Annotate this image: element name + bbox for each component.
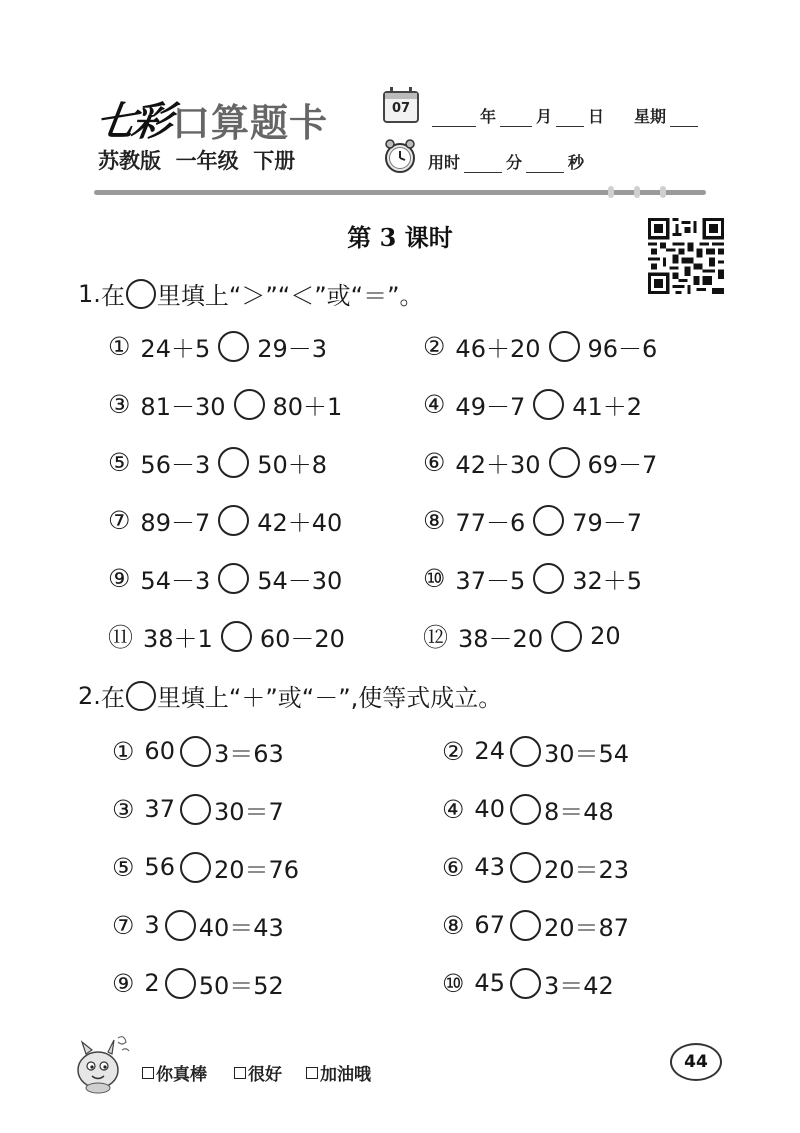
q1-item: ③ 81－30 80＋1 bbox=[108, 389, 343, 421]
weekday-blank[interactable] bbox=[670, 110, 698, 127]
answer-circle[interactable] bbox=[533, 389, 564, 420]
q1-item: ⑥ 42＋30 69－7 bbox=[423, 447, 658, 479]
edition: 苏教版 bbox=[98, 149, 161, 173]
question-number: 2. bbox=[78, 681, 101, 710]
q2-item: ⑤ 56 20＝76 bbox=[112, 852, 300, 884]
minute-label: 分 bbox=[506, 153, 523, 172]
checkbox-icon[interactable] bbox=[234, 1067, 246, 1079]
q1-item: ⑨ 54－3 54－30 bbox=[108, 563, 343, 595]
time-used-label: 用时 bbox=[428, 153, 461, 172]
q1-item: ④ 49－7 41＋2 bbox=[423, 389, 643, 421]
second-blank[interactable] bbox=[526, 156, 564, 173]
month-label: 月 bbox=[536, 107, 553, 126]
calendar-icon bbox=[383, 91, 419, 123]
divider-knob bbox=[660, 186, 666, 198]
answer-circle[interactable] bbox=[180, 736, 211, 767]
divider-knob bbox=[608, 186, 614, 198]
logo-prefix: 七彩 bbox=[92, 98, 172, 145]
year-blank[interactable] bbox=[432, 110, 476, 127]
q1-item: ① 24＋5 29－3 bbox=[108, 331, 328, 363]
day-label: 日 bbox=[588, 107, 605, 126]
question-1-prompt: 1. 在 里填上“＞”“＜”或“＝”。 bbox=[78, 279, 424, 310]
second-label: 秒 bbox=[568, 153, 585, 172]
answer-circle[interactable] bbox=[165, 968, 196, 999]
q2-item: ⑨ 2 50＝52 bbox=[112, 968, 284, 1000]
q1-item: ⑤ 56－3 50＋8 bbox=[108, 447, 328, 479]
divider-knob bbox=[634, 186, 640, 198]
answer-circle[interactable] bbox=[218, 331, 249, 362]
q1-item: ⑩ 37－5 32＋5 bbox=[423, 563, 643, 595]
answer-circle[interactable] bbox=[165, 910, 196, 941]
answer-circle[interactable] bbox=[218, 447, 249, 478]
calendar-number: 07 bbox=[391, 101, 411, 116]
q1-item: ② 46＋20 96－6 bbox=[423, 331, 658, 363]
q1-item: ⑧ 77－6 79－7 bbox=[423, 505, 643, 537]
qr-code-icon bbox=[648, 218, 724, 294]
answer-circle[interactable] bbox=[549, 447, 580, 478]
time-fields bbox=[428, 150, 584, 173]
answer-circle[interactable] bbox=[549, 331, 580, 362]
answer-circle[interactable] bbox=[234, 389, 265, 420]
checkbox-icon[interactable] bbox=[306, 1067, 318, 1079]
eval-option[interactable]: 加油哦 bbox=[306, 1060, 371, 1085]
q2-item: ① 60 3＝63 bbox=[112, 736, 284, 768]
book-subtitle bbox=[98, 145, 295, 175]
answer-circle[interactable] bbox=[510, 794, 541, 825]
q1-item: ⑫ 38－20 20 bbox=[423, 622, 621, 653]
day-blank[interactable] bbox=[556, 110, 584, 127]
question-number: 1. bbox=[78, 279, 101, 308]
answer-circle[interactable] bbox=[510, 736, 541, 767]
answer-circle[interactable] bbox=[180, 794, 211, 825]
answer-circle[interactable] bbox=[510, 968, 541, 999]
q2-item: ⑩ 45 3＝42 bbox=[442, 968, 614, 1000]
answer-circle[interactable] bbox=[180, 852, 211, 883]
answer-circle-sample bbox=[126, 681, 156, 711]
q2-item: ④ 40 8＝48 bbox=[442, 794, 614, 826]
lesson-title: 第 3 课时 bbox=[347, 223, 453, 252]
question-2-prompt: 2. 在 里填上“＋”或“－”,使等式成立。 bbox=[78, 681, 503, 712]
q1-item: ⑪ 38＋1 60－20 bbox=[108, 619, 345, 653]
q2-item: ⑦ 3 40＝43 bbox=[112, 910, 284, 942]
answer-circle[interactable] bbox=[533, 505, 564, 536]
answer-circle[interactable] bbox=[510, 910, 541, 941]
title-logo bbox=[92, 92, 329, 145]
page-number: 44 bbox=[670, 1043, 722, 1081]
answer-circle[interactable] bbox=[218, 505, 249, 536]
alarm-clock-icon bbox=[382, 138, 418, 174]
q2-item: ⑥ 43 20＝23 bbox=[442, 852, 630, 884]
answer-circle[interactable] bbox=[221, 621, 252, 652]
minute-blank[interactable] bbox=[464, 156, 502, 173]
header-divider bbox=[94, 190, 706, 195]
date-fields bbox=[428, 104, 702, 127]
q2-item: ② 24 30＝54 bbox=[442, 736, 630, 768]
grade: 一年级 bbox=[175, 149, 239, 173]
weekday-label: 星期 bbox=[634, 107, 667, 126]
q2-item: ⑧ 67 20＝87 bbox=[442, 910, 630, 942]
q1-item: ⑦ 89－7 42＋40 bbox=[108, 505, 343, 537]
mascot-icon bbox=[68, 1028, 138, 1098]
year-label: 年 bbox=[480, 107, 497, 126]
answer-circle[interactable] bbox=[551, 621, 582, 652]
month-blank[interactable] bbox=[500, 110, 532, 127]
logo-main: 口算题卡 bbox=[172, 101, 329, 145]
eval-option[interactable]: 很好 bbox=[234, 1060, 282, 1085]
eval-option[interactable]: 你真棒 bbox=[142, 1060, 207, 1085]
volume: 下册 bbox=[253, 149, 296, 173]
answer-circle-sample bbox=[126, 279, 156, 309]
answer-circle[interactable] bbox=[510, 852, 541, 883]
answer-circle[interactable] bbox=[533, 563, 564, 594]
answer-circle[interactable] bbox=[218, 563, 249, 594]
q2-item: ③ 37 30＝7 bbox=[112, 794, 284, 826]
checkbox-icon[interactable] bbox=[142, 1067, 154, 1079]
